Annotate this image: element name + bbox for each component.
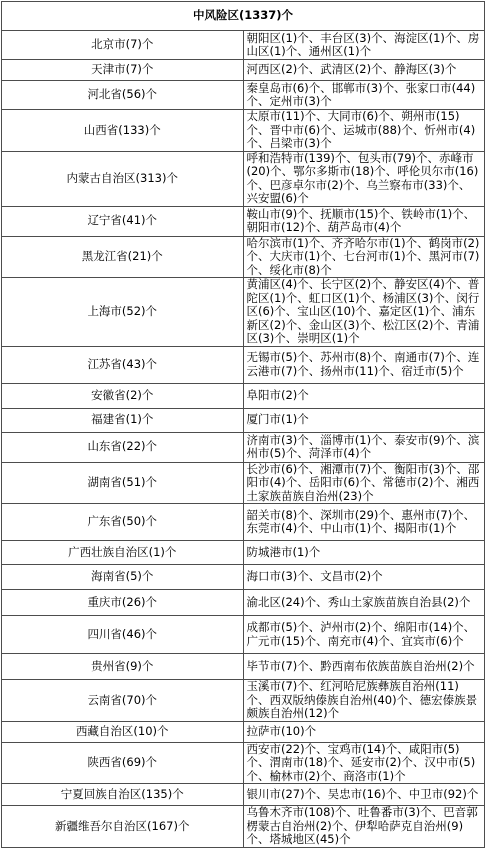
table-title: 中风险区(1337)个 bbox=[2, 2, 485, 31]
cities-cell: 无锡市(5)个、苏州市(8)个、南通市(7)个、连云港市(7)个、扬州市(11)个、宿迁市(5)个 bbox=[243, 346, 485, 383]
province-cell: 云南省(70)个 bbox=[2, 680, 244, 722]
cities-cell: 厦门市(1)个 bbox=[243, 408, 485, 432]
cities-cell: 鞍山市(9)个、抚顺市(15)个、铁岭市(1)个、朝阳市(12)个、葫芦岛市(4)个 bbox=[243, 206, 485, 236]
cities-cell: 朝阳区(1)个、丰台区(3)个、海淀区(1)个、房山区(1)个、通州区(1)个 bbox=[243, 31, 485, 60]
province-cell: 陕西省(69)个 bbox=[2, 742, 244, 784]
province-cell: 河北省(56)个 bbox=[2, 81, 244, 110]
table-row bbox=[2, 680, 485, 722]
cities-cell: 阜阳市(2)个 bbox=[243, 383, 485, 408]
province-cell: 辽宁省(41)个 bbox=[2, 206, 244, 236]
cities-cell: 呼和浩特市(139)个、包头市(79)个、赤峰市(20)个、鄂尔多斯市(18)个、呼伦贝尔市(16)个、巴彦卓尔市(2)个、乌兰察布市(33)个、兴安盟(6)个 bbox=[243, 151, 485, 206]
table-row bbox=[2, 408, 485, 432]
province-cell: 新疆维吾尔自治区(167)个 bbox=[2, 806, 244, 848]
table-row bbox=[2, 81, 485, 110]
table-title-row bbox=[2, 2, 485, 31]
cities-cell: 长沙市(6)个、湘潭市(7)个、衡阳市(3)个、邵阳市(4)个、岳阳市(6)个、常德市(2)个、湘西土家族苗族自治州(23)个 bbox=[243, 462, 485, 504]
province-cell: 广东省(50)个 bbox=[2, 504, 244, 541]
cities-cell: 银川市(27)个、吴忠市(16)个、中卫市(92)个 bbox=[243, 784, 485, 806]
cities-cell: 哈尔滨市(1)个、齐齐哈尔市(1)个、鹤岗市(2)个、大庆市(1)个、七台河市(1)个、黑河市(7)个、绥化市(8)个 bbox=[243, 236, 485, 278]
province-cell: 广西壮族自治区(1)个 bbox=[2, 541, 244, 565]
province-cell: 内蒙古自治区(313)个 bbox=[2, 151, 244, 206]
table-row bbox=[2, 206, 485, 236]
cities-cell: 河西区(2)个、武清区(2)个、静海区(3)个 bbox=[243, 60, 485, 81]
cities-cell: 秦皇岛市(6)个、邯郸市(3)个、张家口市(44)个、定州市(3)个 bbox=[243, 81, 485, 110]
province-cell: 海南省(5)个 bbox=[2, 565, 244, 590]
province-cell: 安徽省(2)个 bbox=[2, 383, 244, 408]
province-cell: 黑龙江省(21)个 bbox=[2, 236, 244, 278]
risk-area-table bbox=[1, 1, 485, 848]
province-cell: 山东省(22)个 bbox=[2, 432, 244, 462]
cities-cell: 防城港市(1)个 bbox=[243, 541, 485, 565]
table-row bbox=[2, 654, 485, 680]
province-cell: 重庆市(26)个 bbox=[2, 590, 244, 616]
table-row bbox=[2, 151, 485, 206]
table-row bbox=[2, 346, 485, 383]
cities-cell: 西安市(22)个、宝鸡市(14)个、咸阳市(5)个、渭南市(18)个、延安市(2)个、汉中市(5)个、榆林市(2)个、商洛市(1)个 bbox=[243, 742, 485, 784]
table-row bbox=[2, 110, 485, 152]
province-cell: 四川省(46)个 bbox=[2, 616, 244, 654]
province-cell: 天津市(7)个 bbox=[2, 60, 244, 81]
cities-cell: 成都市(5)个、泸州市(2)个、绵阳市(14)个、广元市(15)个、南充市(4)个、宜宾市(6)个 bbox=[243, 616, 485, 654]
cities-cell: 渝北区(24)个、秀山土家族苗族自治县(2)个 bbox=[243, 590, 485, 616]
table-row bbox=[2, 60, 485, 81]
table-row bbox=[2, 383, 485, 408]
table-row bbox=[2, 462, 485, 504]
province-cell: 山西省(133)个 bbox=[2, 110, 244, 152]
table-row bbox=[2, 541, 485, 565]
table-row bbox=[2, 236, 485, 278]
province-cell: 宁夏回族自治区(135)个 bbox=[2, 784, 244, 806]
table-row bbox=[2, 616, 485, 654]
province-cell: 贵州省(9)个 bbox=[2, 654, 244, 680]
risk-table-body bbox=[2, 2, 485, 848]
province-cell: 上海市(52)个 bbox=[2, 278, 244, 347]
cities-cell: 海口市(3)个、文昌市(2)个 bbox=[243, 565, 485, 590]
province-cell: 福建省(1)个 bbox=[2, 408, 244, 432]
cities-cell: 韶关市(8)个、深圳市(29)个、惠州市(7)个、东莞市(4)个、中山市(1)个、揭阳市(1)个 bbox=[243, 504, 485, 541]
table-row bbox=[2, 432, 485, 462]
province-cell: 湖南省(51)个 bbox=[2, 462, 244, 504]
table-row bbox=[2, 504, 485, 541]
table-row bbox=[2, 31, 485, 60]
cities-cell: 黄浦区(4)个、长宁区(2)个、静安区(4)个、普陀区(1)个、虹口区(1)个、杨浦区(3)个、闵行区(6)个、宝山区(10)个、嘉定区(1)个、浦东新区(2)个、金山区(3)个、松江区(2)个、青浦区(3)个、崇明区(1)个 bbox=[243, 278, 485, 347]
cities-cell: 拉萨市(10)个 bbox=[243, 721, 485, 742]
cities-cell: 玉溪市(7)个、红河哈尼族彝族自治州(11)个、西双版纳傣族自治州(40)个、德宏傣族景颇族自治州(12)个 bbox=[243, 680, 485, 722]
province-cell: 西藏自治区(10)个 bbox=[2, 721, 244, 742]
cities-cell: 毕节市(7)个、黔西南布依族苗族自治州(2)个 bbox=[243, 654, 485, 680]
table-row bbox=[2, 565, 485, 590]
province-cell: 北京市(7)个 bbox=[2, 31, 244, 60]
table-row bbox=[2, 278, 485, 347]
table-row bbox=[2, 721, 485, 742]
cities-cell: 太原市(11)个、大同市(6)个、朔州市(15)个、晋中市(6)个、运城市(88)个、忻州市(4)个、吕梁市(3)个 bbox=[243, 110, 485, 152]
table-row bbox=[2, 784, 485, 806]
table-row bbox=[2, 806, 485, 848]
cities-cell: 乌鲁木齐市(108)个、吐鲁番市(3)个、巴音郭楞蒙古自治州(2)个、伊犁哈萨克自治州(9)个、塔城地区(45)个 bbox=[243, 806, 485, 848]
province-cell: 江苏省(43)个 bbox=[2, 346, 244, 383]
cities-cell: 济南市(3)个、淄博市(1)个、泰安市(9)个、滨州市(5)个、菏泽市(4)个 bbox=[243, 432, 485, 462]
table-row bbox=[2, 590, 485, 616]
table-row bbox=[2, 742, 485, 784]
